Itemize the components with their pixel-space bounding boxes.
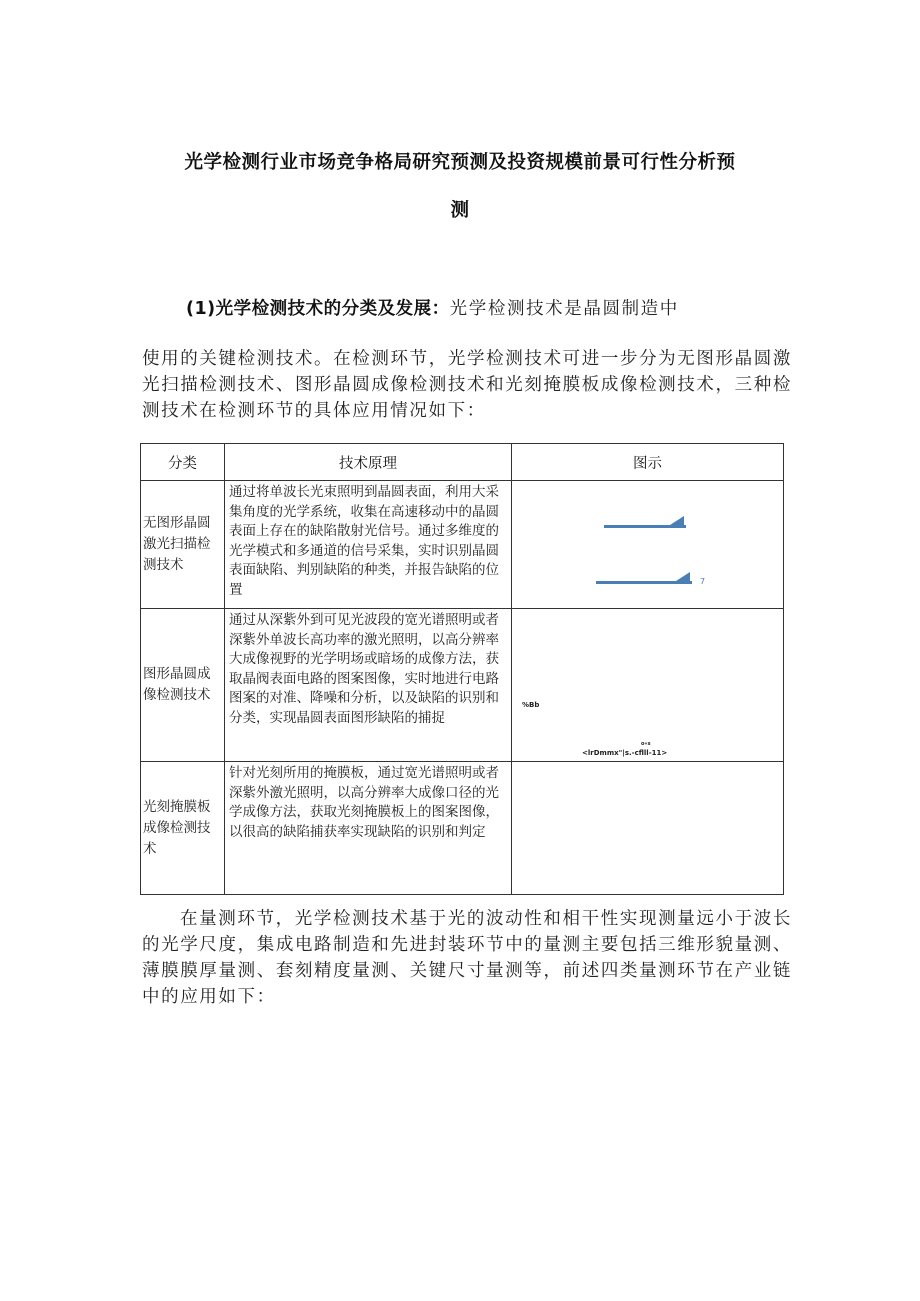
header-principle: 技术原理 bbox=[225, 444, 512, 481]
figure-line-top bbox=[604, 525, 686, 528]
row-principle: 针对光刻所用的掩膜板，通过宽光谱照明或者深紫外激光照明，以高分辨率大成像口径的光学成像方法，获取光刻掩膜板上的图案图像，以很高的缺陷捕获率实现缺陷的识别和判定 bbox=[225, 762, 512, 895]
detection-technology-table bbox=[140, 443, 784, 895]
table-row bbox=[141, 762, 784, 895]
section-heading: (1)光学检测技术的分类及发展： bbox=[186, 299, 450, 319]
figure-label: <lrDmmx"|s.-cflll-11> bbox=[582, 749, 668, 757]
document-title-line-1: 光学检测行业市场竞争格局研究预测及投资规模前景可行性分析预 bbox=[184, 152, 736, 173]
header-category: 分类 bbox=[141, 444, 225, 481]
row-category: 图形晶圆成像检测技术 bbox=[141, 609, 225, 762]
lead-text: 光学检测技术是晶圆制造中 bbox=[449, 299, 679, 319]
paragraph-measurement: 在量测环节，光学检测技术基于光的波动性和相干性实现测量远小于波长的光学尺度，集成电路制造和先进封装环节中的量测主要包括三维形貌量测、薄膜膜厚量测、套刻精度量测、关键尺寸量测等，前述四类量测环节在产业链中的应用如下： bbox=[142, 909, 792, 1007]
row-figure bbox=[512, 481, 784, 609]
figure-arrow-top bbox=[670, 516, 684, 525]
row-figure bbox=[512, 609, 784, 762]
figure-line-bottom bbox=[596, 581, 692, 584]
figure-label: %Bb bbox=[522, 701, 540, 709]
paragraph-detection: 使用的关键检测技术。在检测环节，光学检测技术可进一步分为无图形晶圆激光扫描检测技术、图形晶圆成像检测技术和光刻掩膜板成像检测技术，三种检测技术在检测环节的具体应用情况如下： bbox=[142, 349, 792, 421]
lead-paragraph bbox=[186, 296, 796, 322]
figure-mark: 7 bbox=[700, 577, 706, 586]
row-principle: 通过将单波长光束照明到晶圆表面，利用大采集角度的光学系统，收集在高速移动中的晶圆表面上存在的缺陷散射光信号。通过多维度的光学模式和多通道的信号采集，实时识别晶圆表面缺陷、判别缺陷的种类，并报告缺陷的位置 bbox=[225, 481, 512, 609]
row-principle: 通过从深紫外到可见光波段的宽光谱照明或者深紫外单波长高功率的激光照明，以高分辨率大成像视野的光学明场或暗场的成像方法，获取晶阀表面电路的图案图像，实时地进行电路图案的对准、降噪和分析，以及缺陷的识别和分类，实现晶圆表面图形缺陷的捕捉 bbox=[225, 609, 512, 762]
row-figure bbox=[512, 762, 784, 895]
table-header-row bbox=[141, 444, 784, 481]
figure-arrow-bottom bbox=[676, 572, 690, 581]
document-title-line-2: 测 bbox=[450, 200, 470, 221]
row-category: 无图形晶圆激光扫描检测技术 bbox=[141, 481, 225, 609]
figure-label: o«s bbox=[641, 741, 651, 747]
table-row bbox=[141, 481, 784, 609]
header-figure: 图示 bbox=[512, 444, 784, 481]
table-row bbox=[141, 609, 784, 762]
row-category: 光刻掩膜板成像检测技术 bbox=[141, 762, 225, 895]
